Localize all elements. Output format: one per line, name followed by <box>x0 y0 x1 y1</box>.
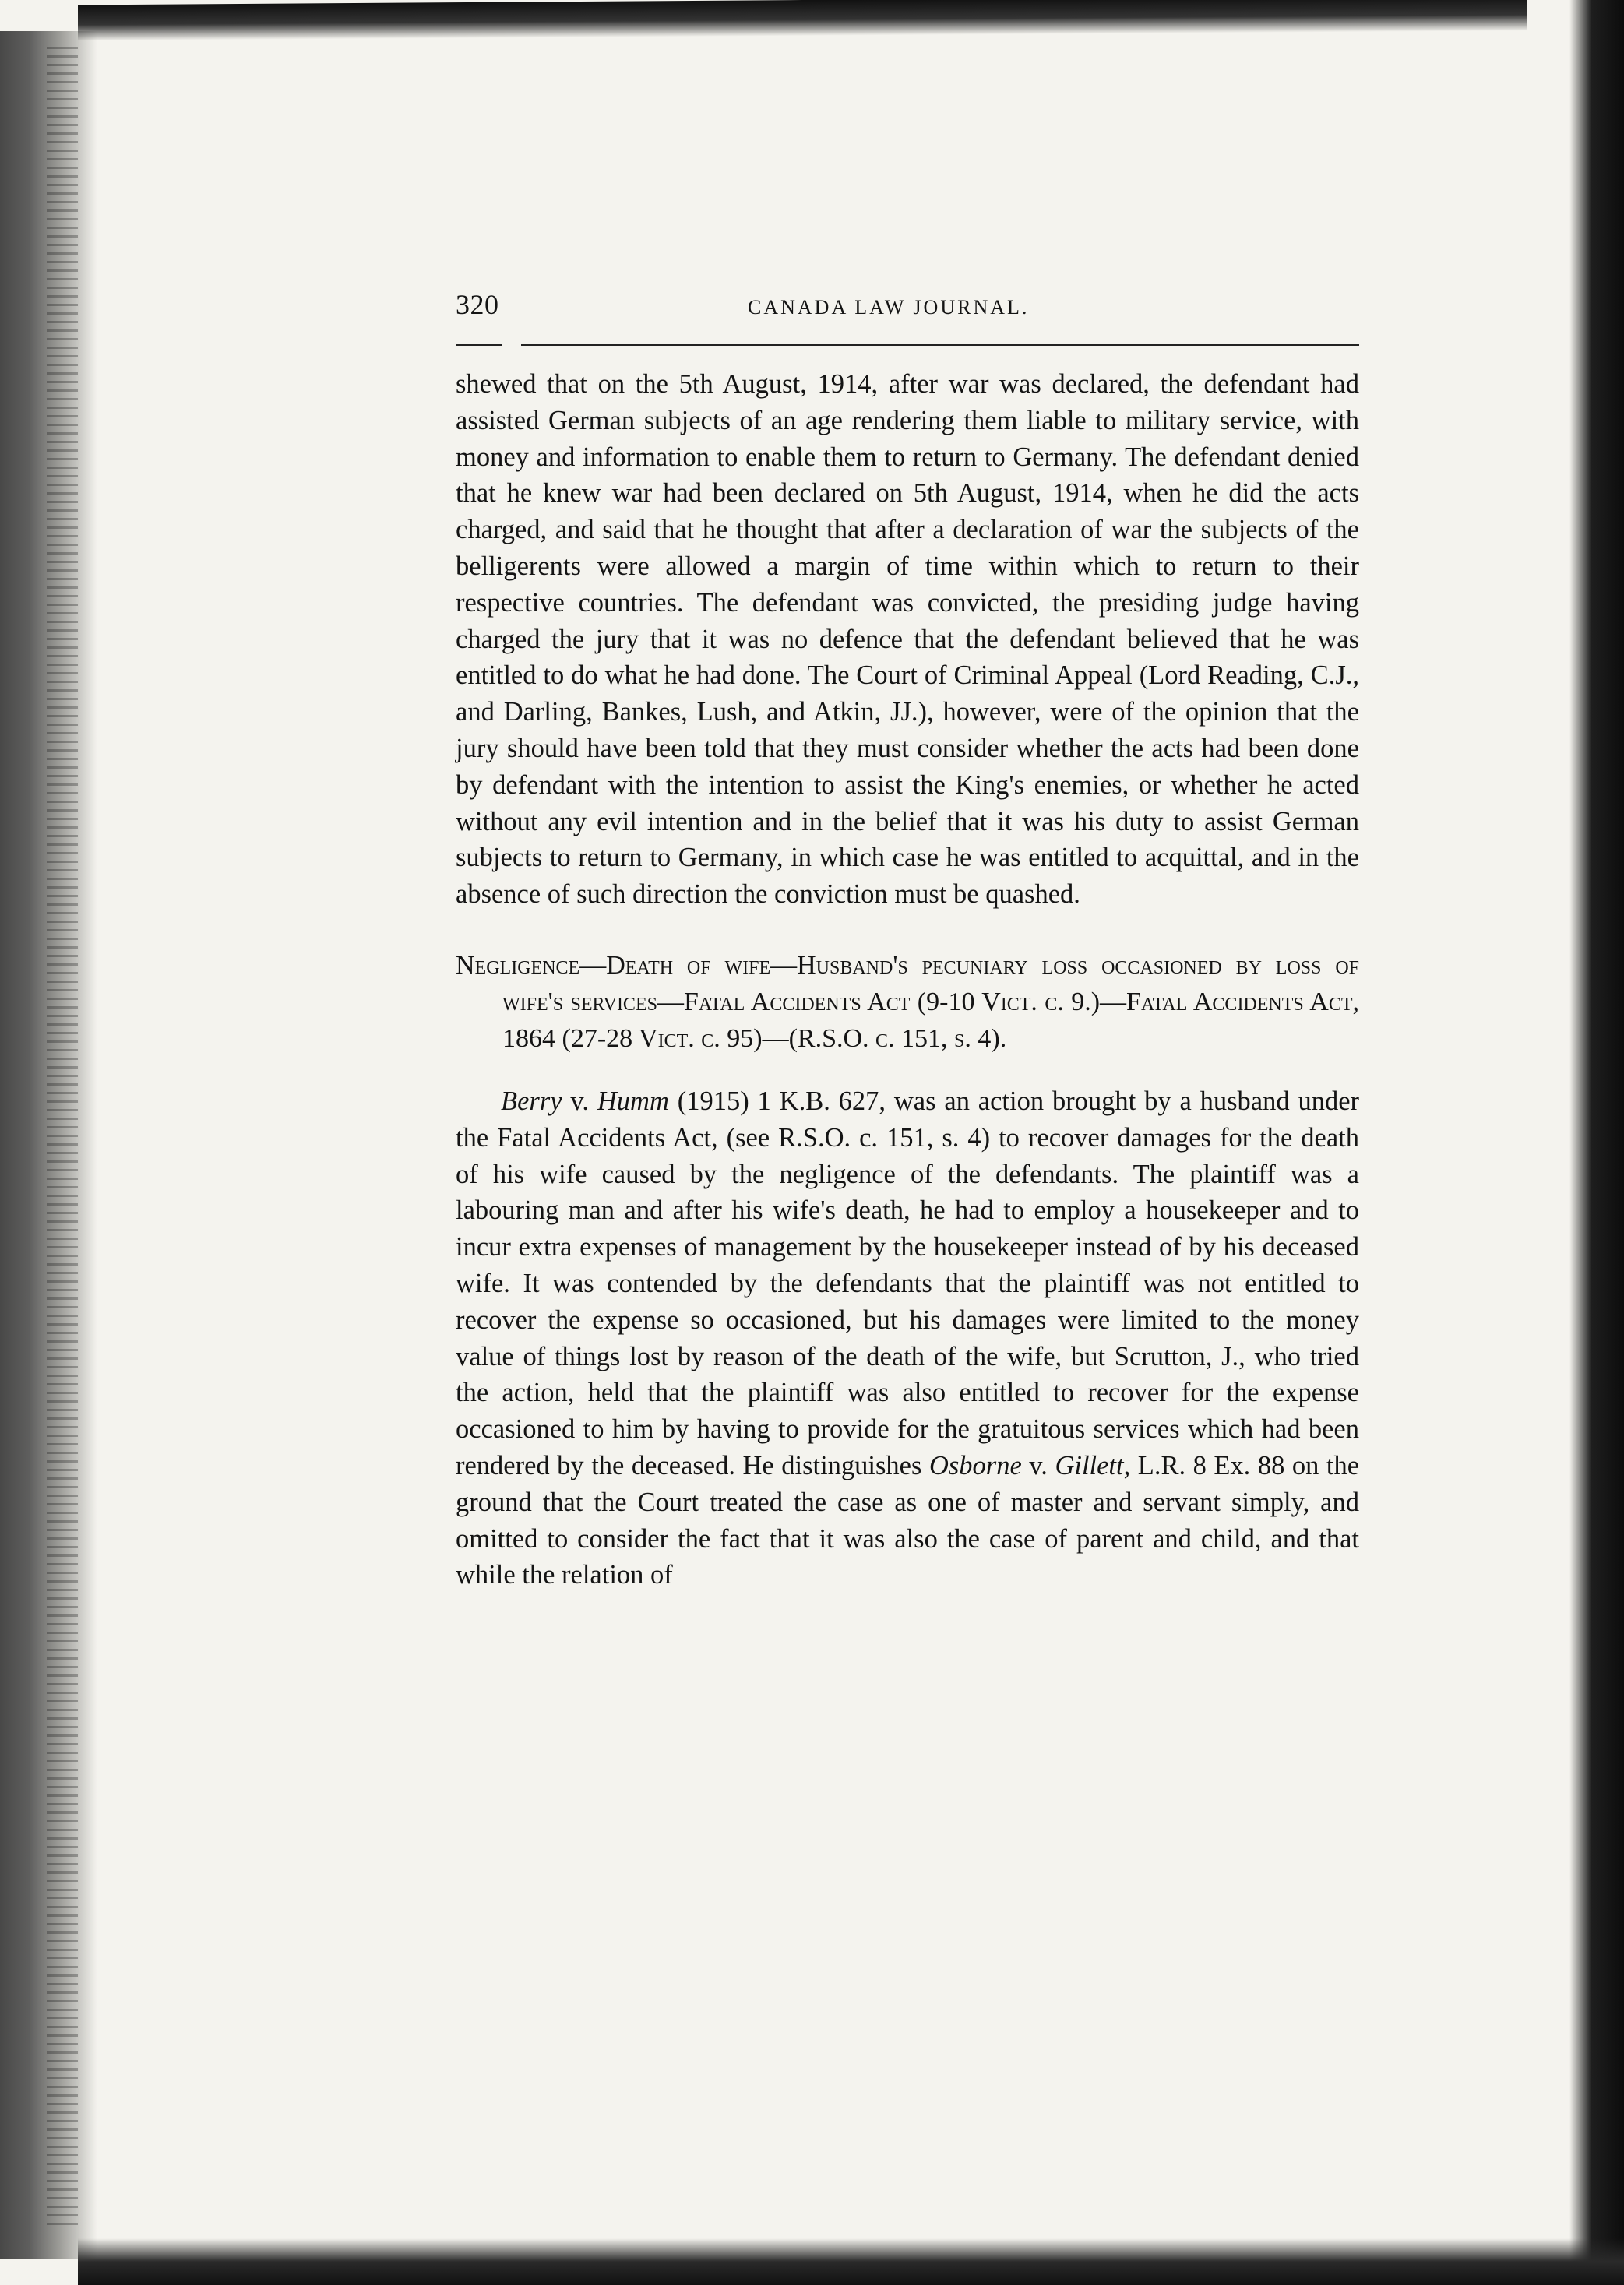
body-paragraph-1: shewed that on the 5th August, 1914, after war was declared, the defendant had assisted German subjects of an age rendering them liable to military service, with money and information to enable them to return to Germany. The defendant denied that he knew war had been declared on 5th August, 1914, when he did the acts charged, and said that he thought that after a declaration of war the subjects of the belligerents were allowed a margin of time within which to return to their respective countries. The defendant was convicted, the presiding judge having charged the jury that it was no defence that the defendant believed that he was entitled to do what he had done. The Court of Criminal Appeal (Lord Reading, C.J., and Darling, Bankes, Lush, and Atkin, JJ.), however, were of the opinion that the jury should have been told that they must consider whether the acts had been done by defendant with the intention to assist the King's enemies, or whether he acted without any evil intention and in the belief that it was his duty to assist German subjects to return to Germany, in which case he was entitled to acquittal, and in the absence of such direction the conviction must be quashed. <box>456 369 1359 910</box>
case-name-osborne: Osborne <box>928 1450 1022 1480</box>
scan-edge-bottom <box>78 2238 1624 2285</box>
journal-page <box>456 288 1359 1593</box>
paragraph-2-text-b: , L.R. 8 Ex. 88 on the ground that the Court treated the case as one of master and servant simply, and omitted to consider the fact that it was also the case of parent and child, and that while the relation of <box>456 1450 1360 1590</box>
case-versus: v. <box>562 1086 597 1116</box>
scan-edge-right <box>1569 0 1624 2285</box>
scan-edge-speckle <box>47 47 78 2227</box>
page-number: 320 <box>456 289 499 320</box>
case-versus: v. <box>1021 1450 1055 1480</box>
header-rule <box>456 344 1359 346</box>
case-name-humm: Humm <box>597 1086 669 1116</box>
page-header <box>456 288 1359 350</box>
section-heading: Negligence—Death of wife—Husband's pecuniary loss occasioned by loss of wife's services—Fatal Accidents Act (9-10 Vict. c. 9.)—Fatal Accidents Act, 1864 (27-28 Vict. c. 95)—(R.S.O. c. 151, s. 4). <box>456 950 1359 1053</box>
paragraph-2-text-a: (1915) 1 K.B. 627, was an action brought by a husband under the Fatal Accidents Act, (see R.S.O. c. 151, s. 4) to recover damages for the death of his wife caused by the negligence of the defendants. The plaintiff was a labouring man and after his wife's death, he had to employ a housekeeper and to incur extra expenses of management by the housekeeper instead of by his deceased wife. It was contended by the defendants that the plaintiff was not entitled to recover the expense so occasioned, but his damages were limited to the money value of things lost by reason of the death of the wife, but Scrutton, J., who tried the action, held that the plaintiff was also entitled to recover for the expense occasioned to him by having to provide for the gratuitous services which had been rendered by the deceased. He distinguishes <box>456 1086 1359 1480</box>
header-rule-gap <box>502 340 521 350</box>
scan-edge-top <box>78 0 1527 40</box>
case-name-berry: Berry <box>501 1086 562 1116</box>
body-paragraph-2 <box>456 1083 1359 1593</box>
running-head: CANADA LAW JOURNAL. <box>748 296 1030 319</box>
case-name-gillett: Gillett <box>1055 1450 1124 1480</box>
